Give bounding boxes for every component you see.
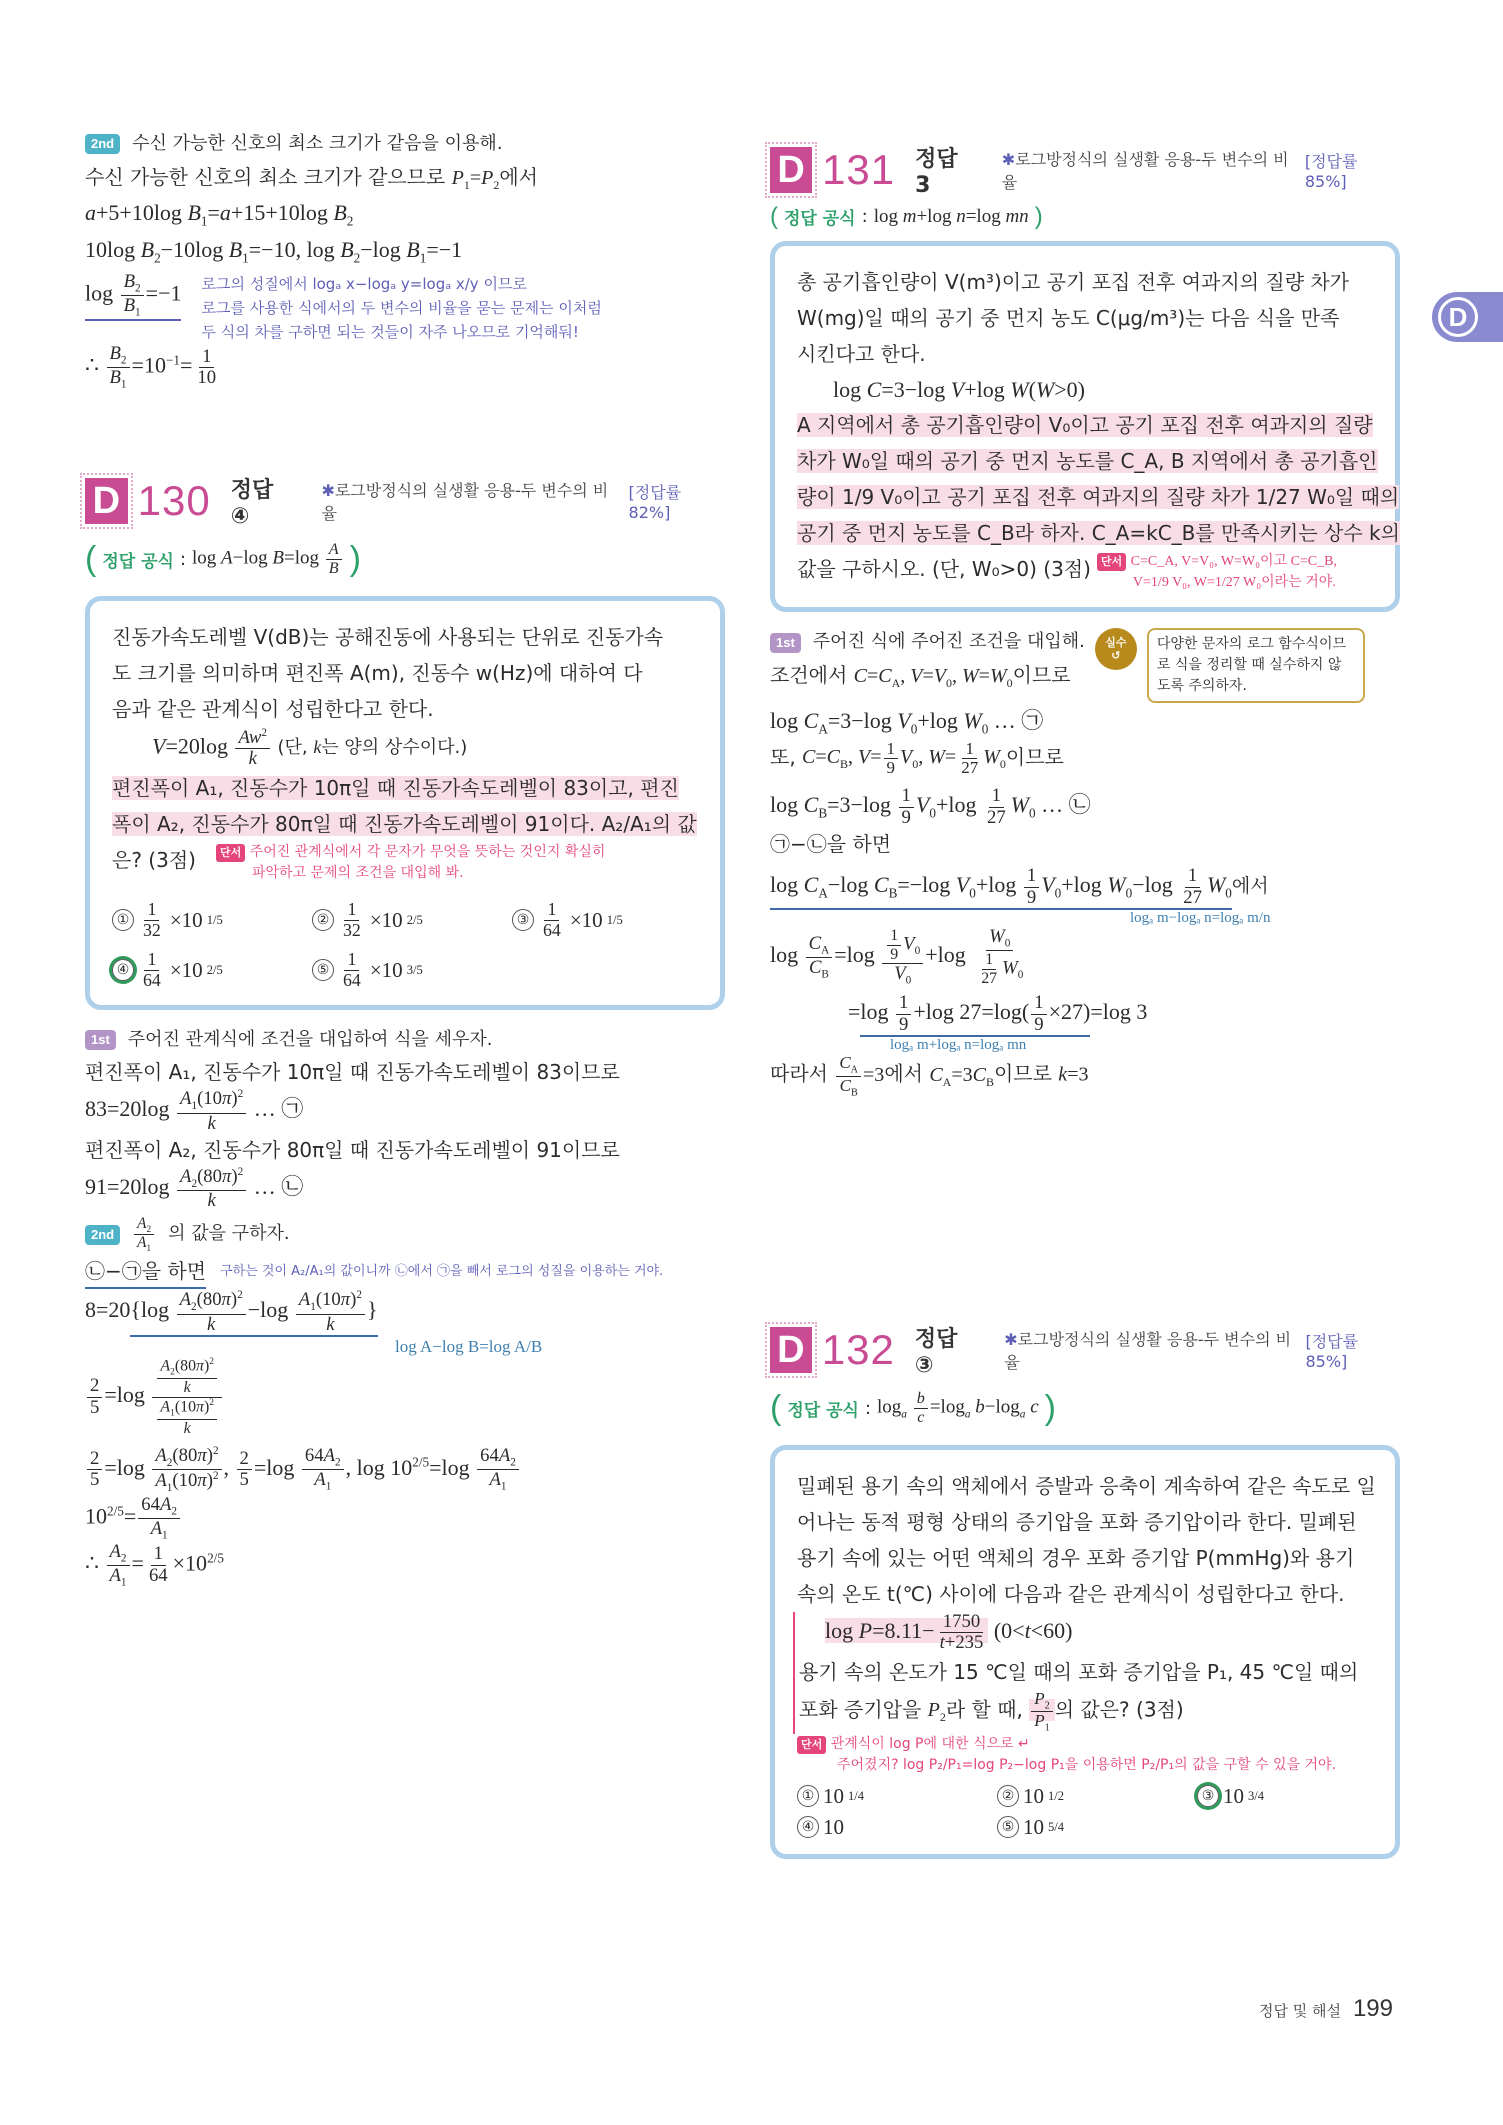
answer-formula: ( 정답 공식 : log A−log B=log $\frac{A}{B}$ ) <box>85 540 361 579</box>
solution-line: 수신 가능한 신호의 최소 크기가 같으므로 $P_1=P_2$에서 <box>85 164 538 192</box>
left-column <box>85 130 725 1589</box>
solution-line: 조건에서 $C=C_A$, $V=V_0$, $W=W_0$이므로 <box>770 662 1071 690</box>
final-answer-line: ∴ $\frac{A_2}{A_1}$ = $\frac{1}{64}$ $\times 10^{2/5}$ <box>85 1540 224 1589</box>
solution-line: $\log C_A=3-\log$ $V_0+\log$ $W_0$ … ㉠ <box>770 708 1044 737</box>
step-title: 수신 가능한 신호의 최소 크기가 같음을 이용해. <box>132 133 503 154</box>
question-line: 공기 중 먼지 농도를 C_B라 하자. C_A=kC_B를 만족시키는 상수 k의 <box>797 521 1400 546</box>
answer-formula: ( 정답 공식 : log m+log n=log mn ) <box>770 202 1043 230</box>
solution-line: $\log C_B=3-\log$ $\frac{1}{9}$ $V_0+\log$ $\frac{1}{27}$ $W_0$ … ㉡ <box>770 785 1091 828</box>
bracket-icon: ) <box>1034 202 1043 230</box>
star-icon: ✱ <box>321 481 335 501</box>
margin-note: 로그의 성질에서 logₐ x−logₐ y=logₐ x/y 이므로 로그를 사용한 식에서의 두 변수의 비율을 묻는 문제는 이처럼 두 식의 차를 구하면 되는 것들이 자주 나오므로 기억해둬! <box>201 275 602 342</box>
solution-line: a+5+10log $B_1=a+15+10\log$ $B_2$ <box>85 199 354 229</box>
question-box <box>85 596 725 1010</box>
step-header: 2nd $\frac{A_2}{A_1}$ 의 값을 구하자. <box>85 1216 725 1253</box>
question-box <box>770 1445 1400 1859</box>
problem-132 <box>770 1320 1400 1859</box>
margin-note: 구하는 것이 A₂/A₁의 값이니까 ㉡에서 ㉠을 빼서 로그의 성질을 이용하는 거야. <box>220 1263 664 1279</box>
question-line: 포화 증기압을 $P_2$라 할 때, $\frac{P_2}{P_1}$ 의 값은? (3점) <box>793 1690 1373 1734</box>
star-icon: ✱ <box>1004 1330 1018 1349</box>
step-header <box>85 130 725 159</box>
topic-tag: ✱로그방정식의 실생활 응용-두 변수의 비율 <box>321 481 609 524</box>
question-line: 진동가속도레벨 V(dB)는 공해진동에 사용되는 단위로 진동가속 <box>112 624 664 649</box>
bracket-icon: ) <box>349 540 361 579</box>
problem-header <box>770 1320 1400 1380</box>
bracket-icon: ( <box>770 1389 782 1428</box>
solution-131 <box>770 628 1400 1098</box>
question-line: 시킨다고 한다. <box>797 342 926 366</box>
choice-2[interactable]: ② $\frac{1}{32}$ ×10 2/5 <box>312 900 512 940</box>
solution-line: $10^{2/5}=$ $\frac{64A_2}{A_1}$ <box>85 1495 725 1542</box>
problem-number: 130 <box>137 477 211 525</box>
star-icon: ✱ <box>1001 150 1016 169</box>
correct-rate: [정답률 85%] <box>1304 152 1358 191</box>
choice-5[interactable]: ⑤ 10 5/4 <box>997 1815 1197 1840</box>
choice-1[interactable]: ① 10 1/4 <box>797 1784 997 1809</box>
question-box <box>770 241 1400 612</box>
problem-letter-badge: D <box>770 147 812 193</box>
question-equation: log P=8.11− $\frac{1750}{t+235}$ (0<t<60) <box>793 1612 1373 1654</box>
correct-rate: [정답률 85%] <box>1305 1332 1359 1371</box>
choice-3[interactable]: ③ $\frac{1}{64}$ ×10 1/5 <box>512 900 712 940</box>
choice-list <box>797 1784 1373 1840</box>
mistake-warning-icon: 실수 ↺ <box>1095 628 1137 670</box>
solution-line: =log $\frac{1}{9}$ +log 27=log( $\frac{1}{9}$ ×27)=log 3 <box>770 993 1400 1037</box>
choice-3-selected[interactable]: ③ 10 3/4 <box>1197 1784 1397 1809</box>
bracket-icon: ) <box>1044 1389 1056 1428</box>
topic-tag: ✱로그방정식의 실생활 응용-두 변수의 비율 <box>1004 1330 1292 1372</box>
problem-letter-badge: D <box>85 478 128 524</box>
question-line: W(mg)일 때의 공기 중 먼지 농도 C(μg/m³)는 다음 식을 만족 <box>797 306 1340 330</box>
bracket-icon: ( <box>85 540 97 579</box>
question-line: 편진폭이 A₁, 진동수가 10π일 때 진동가속도레벨이 83이고, 편진 <box>112 776 679 801</box>
answer-formula: ( 정답 공식 : $\log_a$ $\frac{b}{c}$ $=\log_a$ $b-\log_a$ c ) <box>770 1389 1056 1428</box>
step-header: 1st 주어진 식에 주어진 조건을 대입해. <box>770 628 1085 657</box>
formula-note: logₐ m+logₐ n=logₐ mn <box>890 1037 1027 1054</box>
step-header: 1st 주어진 관계식에 조건을 대입하여 식을 세우자. <box>85 1026 725 1055</box>
problem-letter-badge: D <box>770 1327 812 1373</box>
solution-line: log $\frac{C_A}{C_B}$ =log $\frac{1}{9}$ $V_0$ $V_0$ +log $W_0$ $\frac{1}{27}$ $W_0$ <box>770 926 1024 987</box>
solution-line: $\log C_A-\log$ $C_B=-\log$ $V_0+\log$ $\frac{1}{9}$ $V_0+\log$ $W_0-\log$ $\frac{1}{27}$ $W_0$에서 <box>770 866 1400 910</box>
solution-line: 83=20log $\frac{A_1(10\pi)^2}{k}$ … ㉠ <box>85 1088 304 1134</box>
solution-line: 또, $C=C_B$, V= $\frac{1}{9}$ $V_0$, W= $\frac{1}{27}$ $W_0$이므로 <box>770 738 1064 778</box>
solution-line: 10log $B_2-10\log$ $B_1=-10$, $\log B_2-\log$ $B_1=-1$ <box>85 236 463 265</box>
formula-note: logₐ m−logₐ n=logₐ m/n <box>1130 910 1271 927</box>
hint: 단서 관계식이 log P에 대한 식으로 ↵ 주어졌지? log P₂/P₁=log P₂−log P₁을 이용하면 P₂/P₁의 값을 구할 수 있을 거야. <box>797 1734 1373 1776</box>
chapter-side-tab <box>1432 292 1503 342</box>
solution-line: ㉠−㉡을 하면 <box>770 832 892 857</box>
choice-4-selected[interactable]: ④ $\frac{1}{64}$ ×10 2/5 <box>112 950 312 990</box>
solution-line: $\frac{2}{5}$ =log $\frac{\frac{A_2(80\pi)^2}{k}}{\frac{A_1(10\pi)^2}{k}}$ <box>85 1357 725 1437</box>
hint: 단서 주어진 관계식에서 각 문자가 무엇을 뜻하는 것인지 확실히 파악하고 문제의 조건을 대입해 봐. <box>216 842 605 884</box>
question-line: 속의 온도 t(℃) 사이에 다음과 같은 관계식이 성립한다고 한다. <box>797 1581 1345 1606</box>
section-label: 정답 및 해설 <box>1258 2002 1341 2020</box>
question-line: 차가 W₀일 때의 공기 중 먼지 농도를 C_A, B 지역에서 총 공기흡인 <box>797 449 1378 474</box>
bracket-icon: ( <box>770 202 778 230</box>
formula-note: log A−log B=log A/B <box>395 1337 543 1357</box>
problem-number: 131 <box>822 146 896 193</box>
hint: 단서 C=C_A, V=V₀, W=W₀이고 C=C_B, V=1/9 V₀, W=1/27 W₀이라는 거야. <box>1097 551 1337 593</box>
question-equation: V=20log $\frac{Aw^2}{k}$ (단, k는 양의 상수이다.) <box>152 726 468 770</box>
solution-line: ∴ $\frac{B_2}{B_1}$ $=10^{-1}=$ $\frac{1}{10}$ <box>85 343 217 391</box>
question-line: 용기 속의 온도가 15 ℃일 때의 포화 증기압을 P₁, 45 ℃일 때의 <box>793 1654 1373 1690</box>
answer-label: 정답 3 <box>915 147 958 198</box>
choice-1[interactable]: ① $\frac{1}{32}$ ×10 1/5 <box>112 900 312 940</box>
solution-130 <box>85 1026 725 1589</box>
question-line: 어나는 동적 평형 상태의 증기압을 포화 증기압이라 한다. 밀폐된 <box>797 1509 1357 1534</box>
page-footer <box>1259 1995 1393 2023</box>
choice-list <box>112 900 698 991</box>
solution-line: $\frac{2}{5}$ =log $\frac{A_2(80\pi)^2}{A_1(10\pi)^2}$ , $\frac{2}{5}$ =log $\frac{64A_2}{A_1}$ , $\log 10^{2/5}=\log$ $\frac{64A_2}{A_1}$ <box>85 1445 725 1495</box>
question-line: 음과 같은 관계식이 성립한다고 한다. <box>112 696 434 721</box>
question-line: 총 공기흡인량이 V(m³)이고 공기 포집 전후 여과지의 질량 차가 <box>797 270 1350 294</box>
problem-131 <box>770 140 1400 1099</box>
solution-line: 91=20log $\frac{A_2(80\pi)^2}{k}$ … ㉡ <box>85 1166 304 1212</box>
choice-2[interactable]: ② 10 1/2 <box>997 1784 1197 1809</box>
answer-label: 정답 ③ <box>914 1327 958 1378</box>
problem-header <box>770 140 1400 200</box>
question-line: 값을 구하시오. (단, W₀>0) (3점) <box>797 557 1091 582</box>
question-line: 밀폐된 용기 속의 액체에서 증발과 응축이 계속하여 같은 속도로 일 <box>797 1473 1376 1498</box>
question-line: 도 크기를 의미하며 편진폭 A(m), 진동수 w(Hz)에 대하여 다 <box>112 660 643 685</box>
right-column <box>770 140 1400 1839</box>
choice-4[interactable]: ④ 10 <box>797 1815 997 1840</box>
page-number: 199 <box>1352 1995 1393 2022</box>
solution-line: 8=20{log $\frac{A_2(80\pi)^2}{k}$ −log $\frac{A_1(10\pi)^2}{k}$ } <box>85 1289 725 1337</box>
problem-number: 132 <box>821 1326 895 1373</box>
question-line: A 지역에서 총 공기흡인량이 V₀이고 공기 포집 전후 여과지의 질량 <box>797 413 1373 438</box>
final-answer-line: 따라서 $\frac{C_A}{C_B}$ =3에서 $C_A=3C_B$이므로 k=3 <box>770 1053 1089 1099</box>
question-equation: log C=3−log V+log W(W>0) <box>833 377 1085 402</box>
topic-tag: ✱로그방정식의 실생활 응용-두 변수의 비율 <box>1001 150 1289 192</box>
choice-5[interactable]: ⑤ $\frac{1}{64}$ ×10 3/5 <box>312 950 512 990</box>
question-line: 량이 1/9 V₀이고 공기 포집 전후 여과지의 질량 차가 1/27 W₀일 때의 <box>797 485 1400 510</box>
solution-line: log $\frac{B_2}{B_1}$ =−1 <box>85 272 181 321</box>
prev-solution <box>85 130 725 391</box>
solution-line: 편진폭이 A₁, 진동수가 10π일 때 진동가속도레벨이 83이므로 <box>85 1060 620 1085</box>
solution-line: 편진폭이 A₂, 진동수가 80π일 때 진동가속도레벨이 91이므로 <box>85 1138 620 1163</box>
step-badge: 2nd <box>85 134 120 154</box>
mistake-tip-box: 다양한 문자의 로그 함수식이므 로 식을 정리할 때 실수하지 않 도록 주의하자. <box>1147 628 1365 703</box>
question-line: 폭이 A₂, 진동수가 80π일 때 진동가속도레벨이 91이다. A₂/A₁의 값 <box>112 812 697 837</box>
question-line: 은? (3점) <box>112 848 196 873</box>
solution-line: ㉡−㉠을 하면 <box>85 1255 206 1289</box>
problem-130 <box>85 471 725 1589</box>
answer-label: 정답 ④ <box>230 478 274 530</box>
question-line: 용기 속에 있는 어떤 액체의 경우 포화 증기압 P(mmHg)와 용기 <box>797 1545 1355 1570</box>
problem-header <box>85 471 725 531</box>
chapter-letter-icon: D <box>1438 297 1478 337</box>
correct-rate: [정답률 82%] <box>628 483 682 523</box>
